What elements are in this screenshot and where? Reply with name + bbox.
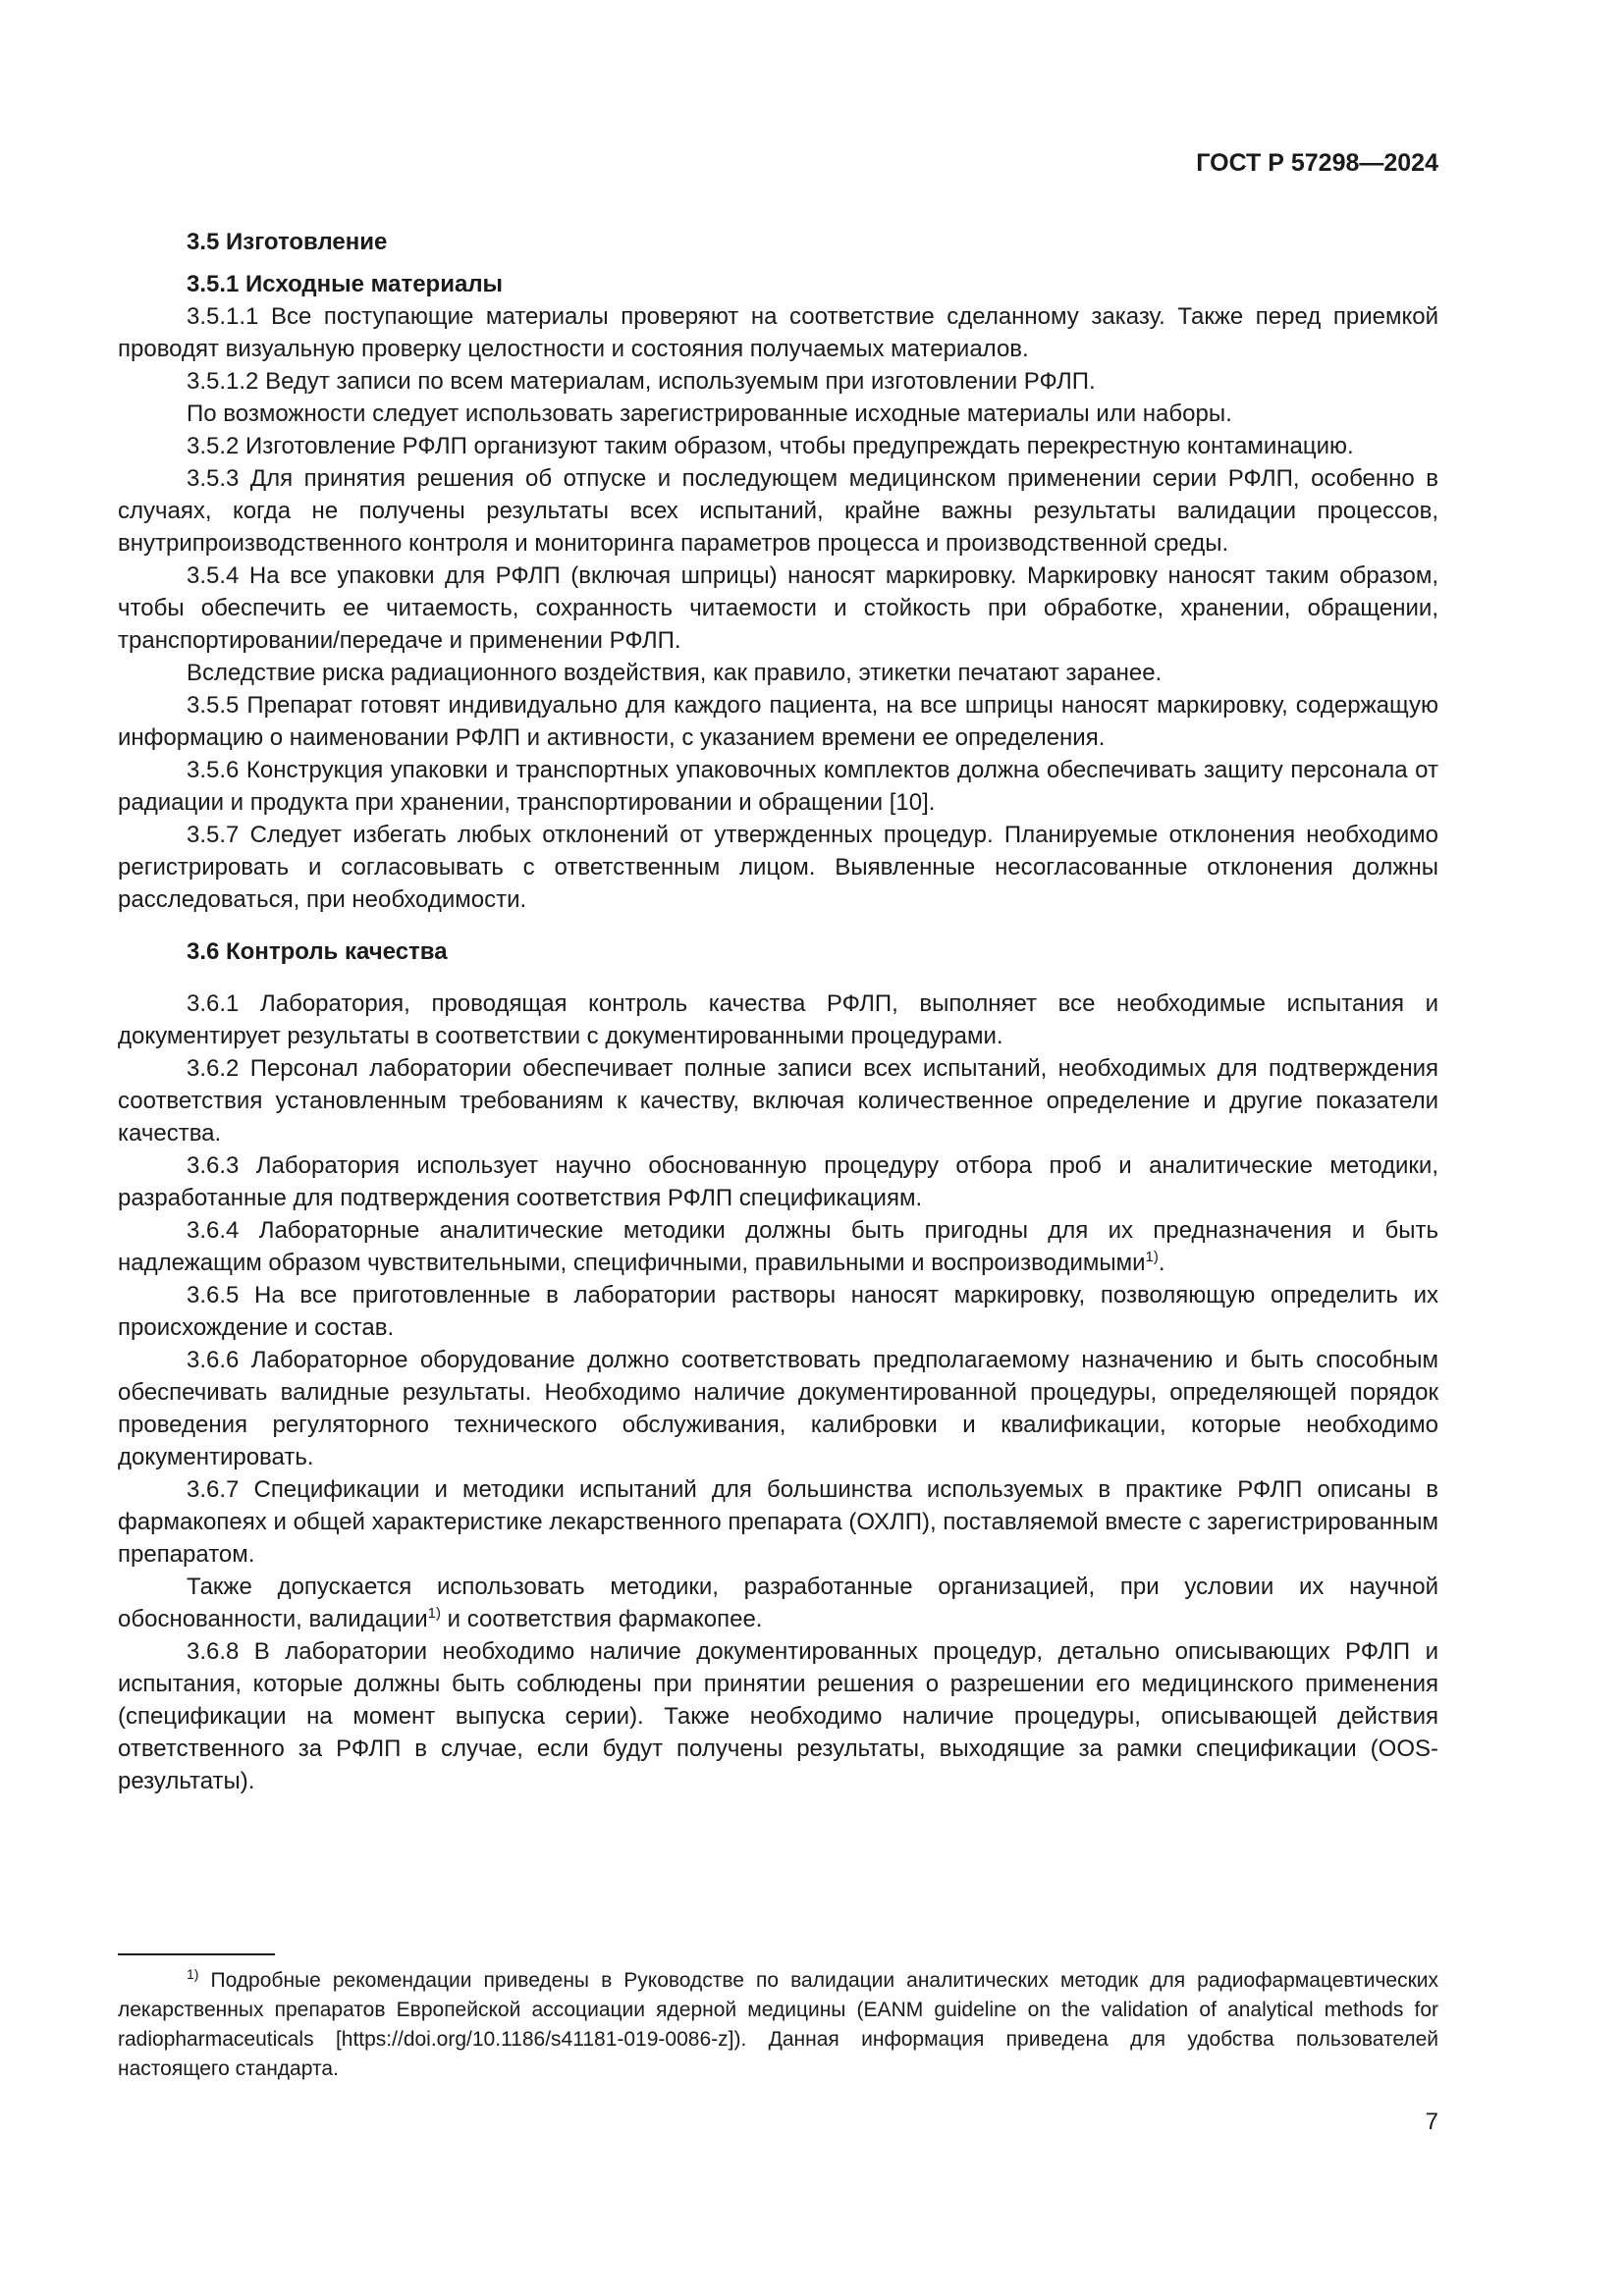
paragraph-3-5-7: 3.5.7 Следует избегать любых отклонений от утвержденных процедур. Планируемые отклонения необходимо регистрировать и согласовывать с ответственным лицом. Выявленные несогласованные отклонения должны расследоваться, при необходимости. — [118, 822, 1438, 913]
paragraph-3-6-2: 3.6.2 Персонал лаборатории обеспечивает полные записи всех испытаний, необходимых для подтверждения соответствия установленным требованиям к качеству, включая количественное определение и другие показатели качества. — [118, 1055, 1438, 1147]
footnote-marker: 1) — [187, 1966, 199, 1982]
paragraph-3-6-7-cont-b: и соответствия фармакопее. — [440, 1606, 763, 1632]
section-title-3-5-1: 3.5.1 Исходные материалы — [187, 271, 504, 297]
paragraph-3-5-1-1: 3.5.1.1 Все поступающие материалы проверяют на соответствие сделанному заказу. Также перед приемкой проводят визуальную проверку целостности и состояния получаемых материалов. — [118, 303, 1438, 362]
paragraph-3-6-4-text: 3.6.4 Лабораторные аналитические методики должны быть пригодны для их предназначения и быть надлежащим образом чувствительными, специфичными, правильными и воспроизводимыми — [118, 1217, 1438, 1276]
footnote-separator — [118, 1953, 275, 1955]
paragraph-3-5-3: 3.5.3 Для принятия решения об отпуске и последующем медицинском применении серии РФЛП, особенно в случаях, когда не получены результаты всех испытаний, крайне важны результаты валидации процессов, внутрипроизводственного контроля и мониторинга параметров процесса и производственной среды. — [118, 465, 1438, 557]
page-number: 7 — [1425, 2109, 1438, 2135]
paragraph-3-6-6: 3.6.6 Лабораторное оборудование должно соответствовать предполагаемому назначению и быть способным обеспечивать валидные результаты. Необходимо наличие документированной процедуры, определяющей порядок проведения регуляторного технического обслуживания, калибровки и квалификации, которые необходимо документировать. — [118, 1347, 1438, 1470]
paragraph-3-6-3: 3.6.3 Лаборатория использует научно обоснованную процедуру отбора проб и аналитические методики, разработанные для подтверждения соответствия РФЛП спецификациям. — [118, 1152, 1438, 1211]
paragraph-3-6-7-cont-a: Также допускается использовать методики, разработанные организацией, при условии их научной обоснованности, валидации — [118, 1574, 1438, 1632]
paragraph-3-5-5: 3.5.5 Препарат готовят индивидуально для каждого пациента, на все шприцы наносят маркировку, содержащую информацию о наименовании РФЛП и активности, с указанием времени ее определения. — [118, 692, 1438, 751]
footnote-ref[interactable]: 1) — [1145, 1249, 1159, 1265]
section-title-3-5: 3.5 Изготовление — [187, 229, 388, 255]
paragraph-3-6-7-cont — [118, 1571, 1438, 1635]
document-header: ГОСТ Р 57298—2024 — [1196, 149, 1438, 177]
paragraph-3-6-4: 3.6.4 Лабораторные аналитические методики должны быть пригодны для их предназначения и быть надлежащим образом чувствительными, специфичными, правильными и воспроизводимыми$^{1)}$. — [118, 1217, 1438, 1276]
section-title-3-6: 3.6 Контроль качества — [187, 938, 448, 965]
paragraph-3-6-5: 3.6.5 На все приготовленные в лаборатории растворы наносят маркировку, позволяющую определить их происхождение и состав. — [118, 1282, 1438, 1341]
footnote-text: Подробные рекомендации приведены в Руководстве по валидации аналитических методик для радиофармацевтических лекарственных препаратов Европейской ассоциации ядерной медицины (EANM guideline on the validation of analytical methods for radiopharmaceuticals [https://doi.org/10.1186/s41181-019-0086-z]). Данная информация приведена для удобства пользователей настоящего стандарта. — [118, 1969, 1438, 2080]
paragraph-3-5-1-2-cont: По возможности следует использовать зарегистрированные исходные материалы или наборы. — [187, 400, 1232, 427]
paragraph-3-5-6: 3.5.6 Конструкция упаковки и транспортных упаковочных комплектов должна обеспечивать защиту персонала от радиации и продукта при хранении, транспортировании и обращении [10]. — [118, 757, 1438, 816]
paragraph-3-5-2: 3.5.2 Изготовление РФЛП организуют таким образом, чтобы предупреждать перекрестную контаминацию. — [187, 433, 1354, 459]
page-content — [118, 226, 1438, 1797]
paragraph-3-6-1: 3.6.1 Лаборатория, проводящая контроль качества РФЛП, выполняет все необходимые испытания и документирует результаты в соответствии с документированными процедурами. — [118, 990, 1438, 1049]
footnote-ref[interactable]: 1) — [427, 1605, 441, 1622]
paragraph-3-5-4-cont: Вследствие риска радиационного воздействия, как правило, этикетки печатают заранее. — [187, 660, 1163, 686]
paragraph-3-5-1-2: 3.5.1.2 Ведут записи по всем материалам, используемым при изготовлении РФЛП. — [187, 368, 1096, 395]
paragraph-3-6-7: 3.6.7 Спецификации и методики испытаний для большинства используемых в практике РФЛП описаны в фармакопеях и общей характеристике лекарственного препарата (ОХЛП), поставляемой вместе с зарегистрированным препаратом. — [118, 1476, 1438, 1568]
footnote — [118, 1966, 1438, 2084]
paragraph-3-6-8: 3.6.8 В лаборатории необходимо наличие документированных процедур, детально описывающих РФЛП и испытания, которые должны быть соблюдены при принятии решения о разрешении его медицинского применения (спецификации на момент выпуска серии). Также необходимо наличие процедуры, описывающей действия ответственного за РФЛП в случае, если будут получены результаты, выходящие за рамки спецификации (OOS-результаты). — [118, 1638, 1438, 1794]
paragraph-3-5-4: 3.5.4 На все упаковки для РФЛП (включая шприцы) наносят маркировку. Маркировку наносят таким образом, чтобы обеспечить ее читаемость, сохранность читаемости и стойкость при обработке, хранении, обращении, транспортировании/передаче и применении РФЛП. — [118, 562, 1438, 654]
